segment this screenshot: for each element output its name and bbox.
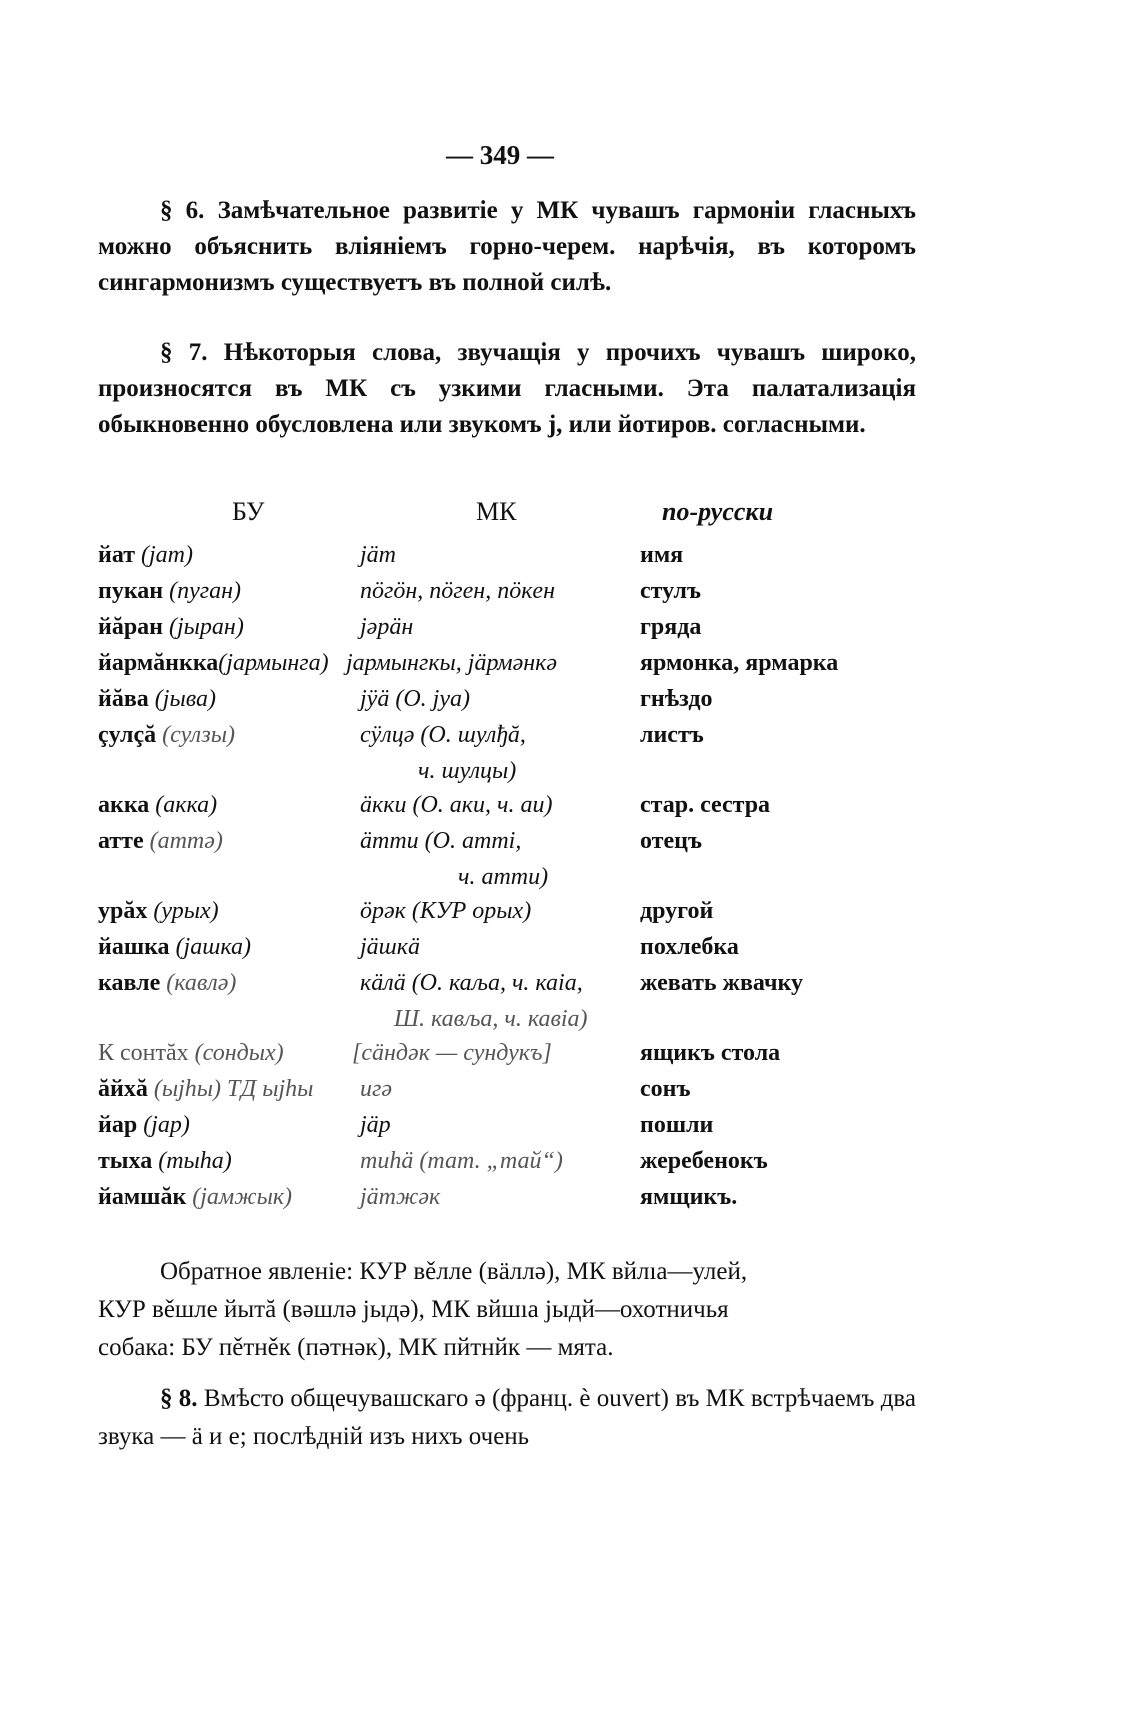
russian-gloss: сонъ <box>640 1076 691 1102</box>
bu-transcription: (jамжык) <box>192 1184 293 1210</box>
bu-word: атте <box>98 828 144 854</box>
table-row <box>98 1035 918 1071</box>
mk-form: игə <box>360 1076 393 1102</box>
mk-form: jäр <box>360 1112 391 1138</box>
section-8-paragraph <box>98 1380 916 1456</box>
bu-word: ăйхă <box>98 1076 148 1102</box>
reverse-note-line: Обратное явленіе: КУР вěлле (вäллə), МК вйлıа—улей, <box>160 1258 748 1285</box>
bu-transcription: (сондых) <box>194 1040 284 1066</box>
section-7-text: Нѣкоторыя слова, звучащія у прочихъ чувашъ широко, произносятся въ МК съ узкими гласными. Эта палатализація обыкновенно обусловлена или звукомъ j, или йотиров. согласными. <box>98 339 916 438</box>
bu-word: йармăнкка <box>98 650 219 676</box>
table-row <box>98 1071 918 1107</box>
bu-word: йар <box>98 1112 138 1138</box>
mk-form: [сäндəк — сундукъ] <box>352 1040 552 1066</box>
section-6-paragraph <box>98 193 916 301</box>
table-row <box>98 823 918 859</box>
russian-gloss: стулъ <box>640 578 701 604</box>
reverse-note-line: собака: БУ пěтнěк (пәтнәк), МК пйтнйк — мята. <box>98 1334 614 1361</box>
section-6-label: § 6. <box>160 197 205 224</box>
bu-transcription: (jар) <box>143 1112 190 1138</box>
bu-word: йăран <box>98 614 164 640</box>
mk-form: jармынгкы, jäрмəнкə <box>346 650 558 676</box>
bu-transcription: (тыhа) <box>158 1148 232 1174</box>
russian-gloss: пошли <box>640 1112 714 1138</box>
mk-form: jäт <box>360 542 396 568</box>
table-row <box>98 681 918 717</box>
section-8-label: § 8. <box>160 1385 198 1412</box>
bu-word: тыха <box>98 1148 153 1174</box>
mk-form: пöгöн, пöгeн, пöкeн <box>360 578 555 604</box>
bu-word: пукан <box>98 578 164 604</box>
mk-form: кäлä (О. каља, ч. каіа, <box>360 970 583 996</box>
mk-form: jəрäн <box>360 614 414 640</box>
table-row <box>98 573 918 609</box>
table-row <box>98 753 918 787</box>
russian-gloss: отецъ <box>640 828 702 854</box>
bu-transcription: (jыран) <box>169 614 244 640</box>
table-row <box>98 1143 918 1179</box>
mk-form: äтти (О. аттi, <box>360 828 522 854</box>
table-header <box>98 497 918 531</box>
bu-word: кавле <box>98 970 161 996</box>
word-table <box>98 537 918 1215</box>
bu-transcription: (jармынга) <box>218 650 329 676</box>
section-6-text: Замѣчательное развитіе у МК чувашъ гармоніи гласныхъ можно объяснить вліяніемъ горно-черем. нарѣчія, въ которомъ сингармонизмъ существуетъ въ полной силѣ. <box>98 197 917 296</box>
page-number: — 349 — <box>446 140 554 170</box>
bu-word: урăх <box>98 898 148 924</box>
bu-transcription: (пуган) <box>169 578 242 604</box>
bu-transcription: (jашка) <box>175 934 251 960</box>
table-row <box>98 859 918 893</box>
mk-form: jämжəк <box>360 1184 441 1210</box>
mk-form: jäшкä <box>360 934 421 960</box>
bu-transcription: (акка) <box>155 792 218 818</box>
table-row <box>98 645 918 681</box>
header-bu: БУ <box>232 497 265 526</box>
russian-gloss: имя <box>640 542 684 568</box>
russian-gloss: ямщикъ. <box>640 1184 738 1210</box>
bu-transcription: (jат) <box>141 542 193 568</box>
mk-form: äкки (О. аки, ч. аи) <box>360 792 553 818</box>
russian-gloss: жеребенокъ <box>640 1148 768 1174</box>
russian-gloss: ящикъ стола <box>640 1040 781 1066</box>
bu-word: йат <box>98 542 135 568</box>
mk-form-continuation: Ш. кавља, ч. кавіа) <box>394 1006 588 1032</box>
mk-form-continuation: ч. шулцы) <box>418 758 517 784</box>
bu-word: йăва <box>98 686 149 712</box>
bu-transcription: (jыва) <box>154 686 216 712</box>
russian-gloss: гряда <box>640 614 702 640</box>
reverse-note-paragraph <box>98 1253 916 1367</box>
bu-word: йашка <box>98 934 170 960</box>
russian-gloss: жевать жвачку <box>640 970 803 996</box>
bu-word: К сонтăх <box>98 1040 189 1066</box>
bu-transcription: (ыjhы) ТД ыjhы <box>153 1076 314 1102</box>
bu-transcription: (сулзы) <box>162 722 236 748</box>
header-mk: МК <box>476 497 517 526</box>
mk-form: сÿлцə (О. шулђă, <box>360 722 526 748</box>
bu-transcription: (урых) <box>153 898 219 924</box>
mk-form: öрəк (КУР орых) <box>360 898 532 924</box>
table-row <box>98 893 918 929</box>
bu-word: йамшăк <box>98 1184 187 1210</box>
table-row <box>98 537 918 573</box>
reverse-note-line: КУР вěшле йытă (вәшлә jыдə), МК вйшıа jыдй—охотничья <box>98 1296 729 1323</box>
bu-transcription: (кавлə) <box>166 970 237 996</box>
mk-form: тиhä (тат. „тай“) <box>360 1148 563 1174</box>
table-row <box>98 609 918 645</box>
bu-transcription: (аттə) <box>149 828 223 854</box>
section-8-text: Вмѣсто общечувашскаго ə (франц. è ouvert) въ МК встрѣчаемъ два звука — ä и e; послѣдній изъ нихъ очень <box>98 1385 917 1450</box>
russian-gloss: гнѣздо <box>640 686 713 712</box>
mk-form-continuation: ч. атти) <box>458 864 549 890</box>
russian-gloss: стар. сестра <box>640 792 771 818</box>
table-row <box>98 717 918 753</box>
mk-form: jÿä (О. jуа) <box>360 686 470 712</box>
section-7-label: § 7. <box>160 339 208 366</box>
russian-gloss: листъ <box>640 722 704 748</box>
russian-gloss: ярмонка, ярмарка <box>640 650 839 676</box>
russian-gloss: похлебка <box>640 934 739 960</box>
section-7-paragraph <box>98 335 916 443</box>
table-row <box>98 1107 918 1143</box>
table-row <box>98 787 918 823</box>
table-row <box>98 1001 918 1035</box>
table-row <box>98 1179 918 1215</box>
bu-word: акка <box>98 792 150 818</box>
table-row <box>98 965 918 1001</box>
bu-word: çулçă <box>98 722 157 748</box>
russian-gloss: другой <box>640 898 714 924</box>
header-russian: по-русски <box>662 497 774 526</box>
table-row <box>98 929 918 965</box>
